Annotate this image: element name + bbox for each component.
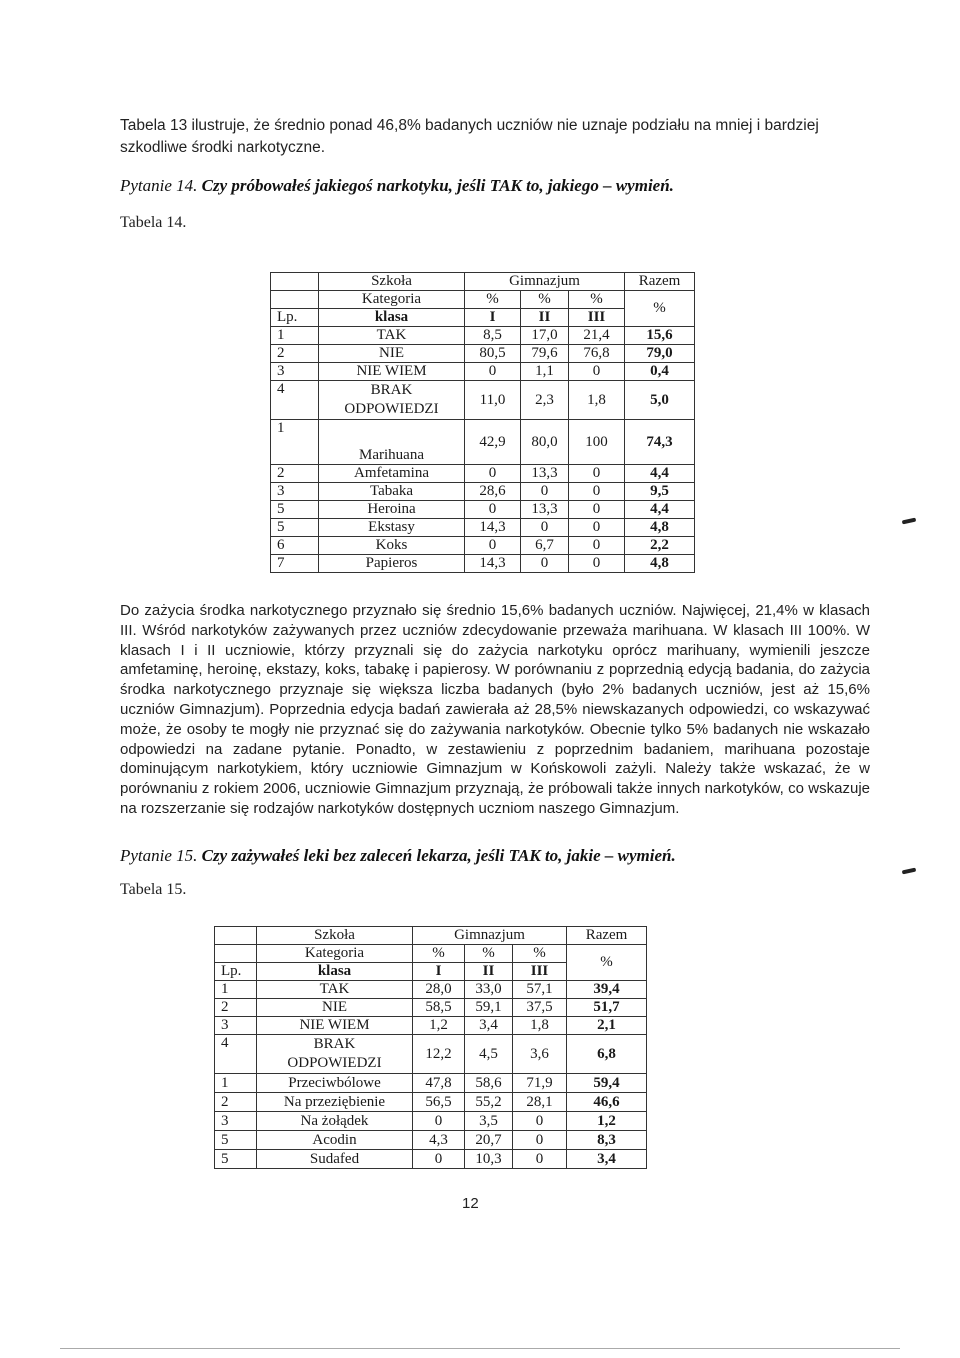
table-row: 6 Koks 0 6,7 0 2,2 <box>271 537 695 555</box>
table-row: 2 NIE 80,5 79,6 76,8 79,0 <box>271 345 695 363</box>
header-razem: Razem <box>567 927 647 945</box>
table-row: 3 Na żołądek 0 3,5 0 1,2 <box>215 1112 647 1131</box>
header-razem-pct: % <box>625 291 695 327</box>
table-row: 1 TAK 28,0 33,0 57,1 39,4 <box>215 981 647 999</box>
header-pct-2: % <box>465 945 513 963</box>
header-szkola: Szkoła <box>319 273 465 291</box>
header-pct-3: % <box>513 945 567 963</box>
table-row: 5 Sudafed 0 10,3 0 3,4 <box>215 1150 647 1169</box>
question-14-text: Czy próbowałeś jakiegoś narkotyku, jeśli TAK to, jakiego – wymień. <box>201 176 674 195</box>
table-14-label: Tabela 14. <box>120 214 187 231</box>
table-row: 1 Przeciwbólowe 47,8 58,6 71,9 59,4 <box>215 1074 647 1093</box>
table-row: 3 NIE WIEM 0 1,1 0 0,4 <box>271 363 695 381</box>
header-class-1: I <box>465 309 521 327</box>
page-number: 12 <box>462 1195 479 1212</box>
table-row: 5 Ekstasy 14,3 0 0 4,8 <box>271 519 695 537</box>
table-row: 7 Papieros 14,3 0 0 4,8 <box>271 555 695 573</box>
header-class-3: III <box>513 963 567 981</box>
question-15-text: Czy zażywałeś leki bez zaleceń lekarza, jeśli TAK to, jakie – wymień. <box>201 846 676 865</box>
table-15-label: Tabela 15. <box>120 881 187 898</box>
question-15 <box>120 846 676 866</box>
header-class-3: III <box>569 309 625 327</box>
header-razem: Razem <box>625 273 695 291</box>
table-row: 2 Na przeziębienie 56,5 55,2 28,1 46,6 <box>215 1093 647 1112</box>
header-kategoria: Kategoria <box>257 945 413 963</box>
header-klasa: klasa <box>257 963 413 981</box>
intro-line-1: Tabela 13 ilustruje, że średnio ponad 46,8% badanych uczniów nie uznaje podziału na mniej i bardziej <box>120 117 819 134</box>
question-14 <box>120 176 674 196</box>
table-row: 1 TAK 8,5 17,0 21,4 15,6 <box>271 327 695 345</box>
header-pct-2: % <box>521 291 569 309</box>
header-gimnazjum: Gimnazjum <box>413 927 567 945</box>
intro-line-2: szkodliwe środki narkotyczne. <box>120 139 326 156</box>
table-row: 4 BRAK ODPOWIEDZI 12,2 4,5 3,6 6,8 <box>215 1035 647 1074</box>
header-pct-3: % <box>569 291 625 309</box>
header-szkola: Szkoła <box>257 927 413 945</box>
header-class-1: I <box>413 963 465 981</box>
question-14-prefix: Pytanie 14. <box>120 176 198 195</box>
header-lp: Lp. <box>271 309 319 327</box>
table-15 <box>214 926 647 1169</box>
table-14 <box>270 272 695 573</box>
bottom-edge-line <box>60 1348 900 1349</box>
header-gimnazjum: Gimnazjum <box>465 273 625 291</box>
header-class-2: II <box>465 963 513 981</box>
margin-mark <box>902 518 917 525</box>
header-class-2: II <box>521 309 569 327</box>
table-row: 3 Tabaka 28,6 0 0 9,5 <box>271 483 695 501</box>
table-row: 5 Acodin 4,3 20,7 0 8,3 <box>215 1131 647 1150</box>
header-lp: Lp. <box>215 963 257 981</box>
table-row: 4 BRAK ODPOWIEDZI 11,0 2,3 1,8 5,0 <box>271 381 695 420</box>
table-row: 2 Amfetamina 0 13,3 0 4,4 <box>271 465 695 483</box>
header-kategoria: Kategoria <box>319 291 465 309</box>
table-row: 5 Heroina 0 13,3 0 4,4 <box>271 501 695 519</box>
table-row: 3 NIE WIEM 1,2 3,4 1,8 2,1 <box>215 1017 647 1035</box>
header-pct-1: % <box>413 945 465 963</box>
question-15-prefix: Pytanie 15. <box>120 846 198 865</box>
header-razem-pct: % <box>567 945 647 981</box>
body-paragraph: Do zażycia środka narkotycznego przyznało się średnio 15,6% badanych uczniów. Najwięcej, 21,4% w klasach III. Wśród narkotyków zażywanych przez uczniów zdecydowanie przeważa marihuana. W klasach III 100%. W klasach I i II uczniowie, którzy przyznali się do zażycia narkotyku oprócz marihuany, wymienili jeszcze amfetaminę, heroinę, ekstazy, koks, tabakę i papierosy. W porównaniu z poprzednią edycją badania, do zażycia środka narkotycznego przyznaje się większa liczba badanych (było 2% badanych uczniów, jest aż 15,6% uczniów Gimnazjum). Poprzednia edycja badań zawierała aż 28,5% niewskazanych odpowiedzi, co wskazywać może, że osoby te mogły nie przyznać się do zażywania narkotyków. Obecnie tylko 5% badanych nie wskazało odpowiedzi na zadane pytanie. Ponadto, w zestawieniu z poprzednim badaniem, marihuana pozostaje dominującym narkotykiem, który uczniowie Gimnazjum w Końskowoli zażyli. Należy także wskazać, że w porównaniu z rokiem 2006, uczniowie Gimnazjum przyznają, że próbowali także innych narkotyków, co wskazuje na rozszerzanie się rodzajów narkotyków dostępnych uczniom naszego Gimnazjum. <box>120 602 870 817</box>
header-pct-1: % <box>465 291 521 309</box>
table-row: 2 NIE 58,5 59,1 37,5 51,7 <box>215 999 647 1017</box>
margin-mark <box>902 868 917 875</box>
table-row: 1 Marihuana 42,9 80,0 100 74,3 <box>271 420 695 465</box>
header-klasa: klasa <box>319 309 465 327</box>
